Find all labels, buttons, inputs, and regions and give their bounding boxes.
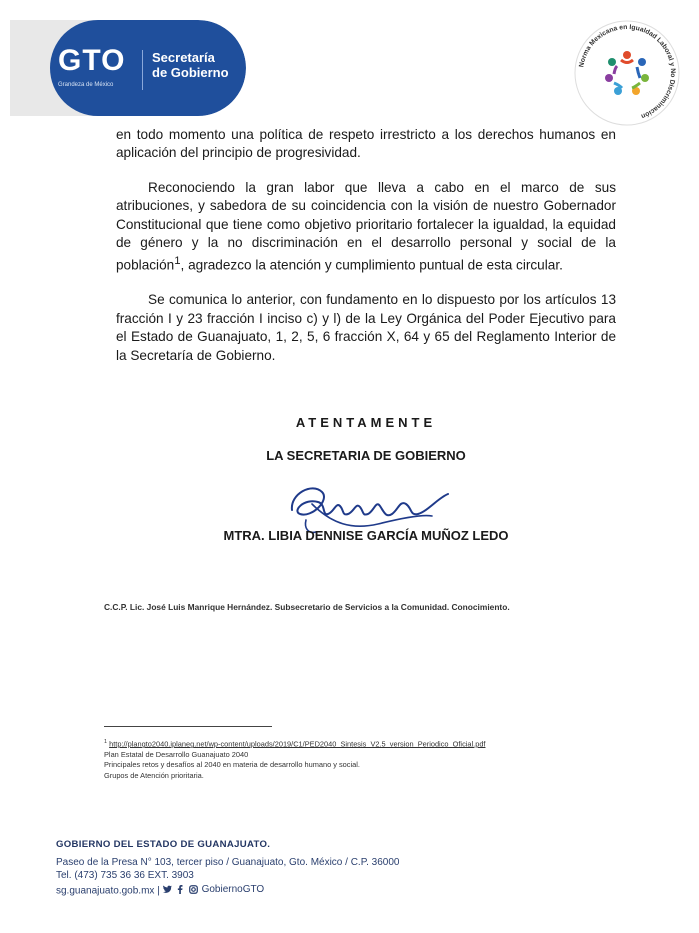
paragraph-2-text: Reconociendo la gran labor que lleva a cabo en el marco de sus atribuciones, y sabedora de su coincidencia con la visión de nuestro Gobernador Constitucional que tiene como objetivo prioritario fortalecer la igualdad, la equidad de género y la no discriminación en el desarrollo personal y social de la población <box>116 179 616 273</box>
footer-address: Paseo de la Presa N° 103, tercer piso / Guanajuato, Gto. México / C.P. 36000 <box>56 856 400 868</box>
paragraph-2-text-end: , agradezco la atención y cumplimiento puntual de esta circular. <box>180 257 563 273</box>
facebook-icon[interactable] <box>176 885 185 894</box>
footnote-line-2: Principales retos y desafíos al 2040 en materia de desarrollo humano y social. <box>104 760 360 770</box>
instagram-icon[interactable] <box>189 885 198 894</box>
social-links <box>163 883 265 897</box>
footnote-link[interactable]: http://plangto2040.iplaneg.net/wp-content/uploads/2019/C1/PED2040_Sintesis_V2.5_version_Periodico_Oficial.pdf <box>109 739 486 749</box>
letter-body <box>116 126 616 381</box>
ccp-line: C.C.P. Lic. José Luis Manrique Hernández. Subsecretario de Servicios a la Comunidad. Conocimiento. <box>104 602 510 612</box>
signer-name: MTRA. LIBIA DENNISE GARCÍA MUÑOZ LEDO <box>223 528 509 543</box>
handwritten-signature <box>282 474 462 536</box>
footer-website[interactable]: sg.guanajuato.gob.mx <box>56 885 155 897</box>
footer-phone: Tel. (473) 735 36 36 EXT. 3903 <box>56 870 194 882</box>
footer-org: GOBIERNO DEL ESTADO DE GUANAJUATO. <box>56 839 271 850</box>
footer-contact <box>56 883 616 898</box>
social-handle: GobiernoGTO <box>201 883 265 895</box>
signer-title: LA SECRETARIA DE GOBIERNO <box>266 448 466 463</box>
paragraph-2 <box>116 179 616 276</box>
secretaria-line1: Secretaría <box>152 50 215 65</box>
closing-salutation: ATENTAMENTE <box>295 415 437 430</box>
footer-separator: | <box>157 885 163 897</box>
logo-divider <box>142 50 143 90</box>
paragraph-1: en todo momento una política de respeto irrestricto a los derechos humanos en aplicación del principio de progresividad. <box>116 127 616 161</box>
footnote-line-3: Grupos de Atención prioritaria. <box>104 770 204 780</box>
gto-tagline: Grandeza de México <box>58 82 114 88</box>
gto-logo: GTO <box>58 44 126 77</box>
footnote <box>104 737 624 781</box>
footnote-reference: 1 <box>174 255 181 268</box>
footnote-line-1: Plan Estatal de Desarrollo Guanajuato 2040 <box>104 749 249 759</box>
igualdad-laboral-seal <box>572 18 682 128</box>
footnote-source <box>104 737 624 750</box>
footnote-number: 1 <box>104 739 108 745</box>
paragraph-3: Se comunica lo anterior, con fundamento en lo dispuesto por los artículos 13 fracción I y 23 fracción I inciso c) y l) de la Ley Orgánica del Poder Ejecutivo para el Estado de Guanajuato, 1, 2, 5, 6 fracción X, 64 y 65 del Reglamento Interior de la Secretaría de Gobierno. <box>116 292 616 363</box>
secretaria-name <box>152 50 242 80</box>
twitter-icon[interactable] <box>163 885 172 894</box>
footnote-rule <box>104 726 272 727</box>
secretaria-line2: de Gobierno <box>152 65 229 80</box>
letterhead-footer <box>56 838 616 898</box>
seal-text: Norma Mexicana en Igualdad Laboral y No Discriminación <box>578 23 677 120</box>
